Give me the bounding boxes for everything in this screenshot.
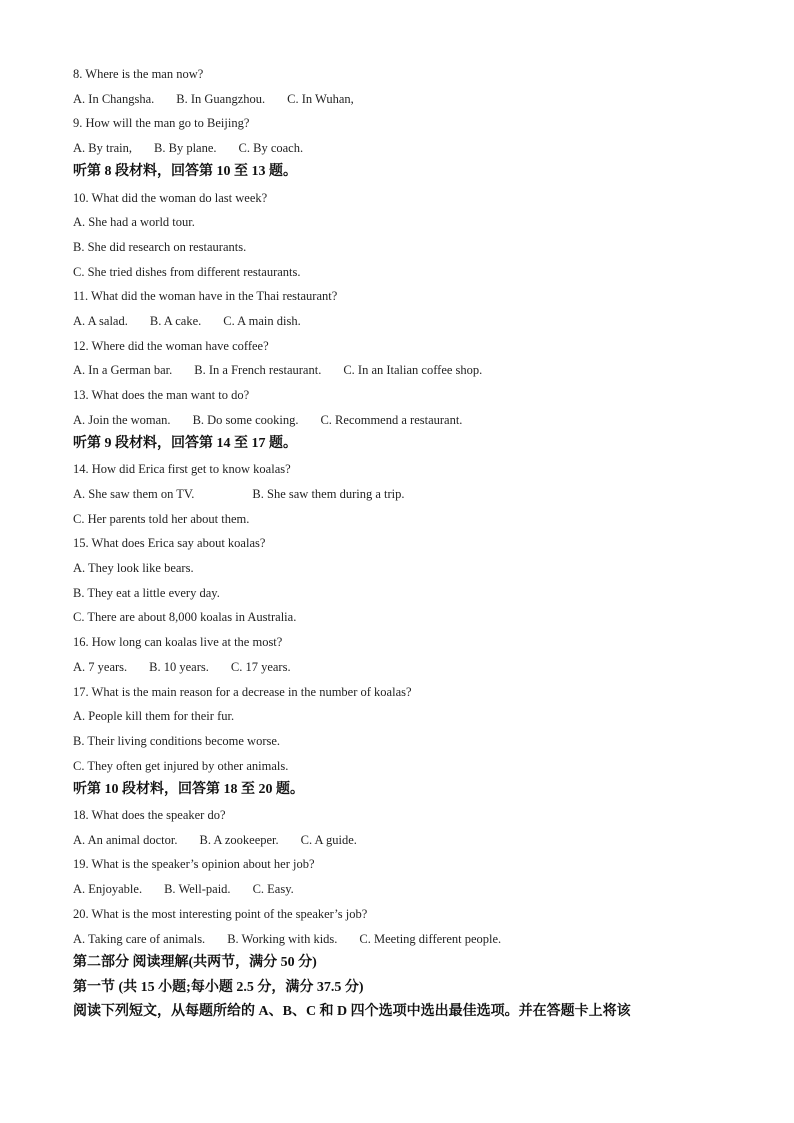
option-c: C. Recommend a restaurant. — [320, 413, 463, 427]
question-12-options — [73, 362, 504, 378]
question-10: 10. What did the woman do last week? — [73, 191, 268, 205]
option-a: A. Join the woman. — [73, 413, 171, 427]
part-2-section-1-heading: 第一节 (共 15 小题;每小题 2.5 分，满分 37.5 分) — [73, 980, 364, 995]
question-17-option-a: A. People kill them for their fur. — [73, 709, 235, 723]
option-b: B. By plane. — [154, 141, 217, 155]
option-a: A. In a German bar. — [73, 363, 173, 377]
section-8-heading: 听第 8 段材料，回答第 10 至 13 题。 — [73, 164, 297, 179]
question-17: 17. What is the main reason for a decrease in the number of koalas? — [73, 685, 412, 699]
option-a: A. She saw them on TV. — [73, 487, 195, 501]
option-c: C. 17 years. — [230, 660, 291, 674]
option-b: B. In a French restaurant. — [194, 363, 322, 377]
question-16-options — [73, 659, 313, 675]
option-a: A. 7 years. — [73, 660, 128, 674]
option-b: B. A zookeeper. — [199, 833, 279, 847]
question-8: 8. Where is the man now? — [73, 67, 204, 81]
section-9-heading: 听第 9 段材料，回答第 14 至 17 题。 — [73, 436, 297, 451]
section-10-heading: 听第 10 段材料，回答第 18 至 20 题。 — [73, 782, 304, 797]
question-14-option-c: C. Her parents told her about them. — [73, 512, 250, 526]
option-c: C. In an Italian coffee shop. — [343, 363, 483, 377]
option-c: C. Meeting different people. — [359, 932, 502, 946]
question-14-options-ab — [73, 486, 427, 502]
question-13: 13. What does the man want to do? — [73, 388, 250, 402]
option-a: A. Taking care of animals. — [73, 932, 206, 946]
question-8-options — [73, 91, 376, 107]
option-c: C. A main dish. — [223, 314, 301, 328]
option-a: A. An animal doctor. — [73, 833, 178, 847]
question-10-option-c: C. She tried dishes from different restaurants. — [73, 265, 301, 279]
option-b: B. Well-paid. — [164, 882, 231, 896]
option-a: A. Enjoyable. — [73, 882, 143, 896]
option-a: A. In Changsha. — [73, 92, 155, 106]
question-20: 20. What is the most interesting point of the speaker’s job? — [73, 907, 368, 921]
question-15-option-b: B. They eat a little every day. — [73, 586, 220, 600]
option-b: B. In Guangzhou. — [176, 92, 266, 106]
option-c: C. Easy. — [252, 882, 294, 896]
question-10-option-a: A. She had a world tour. — [73, 215, 195, 229]
option-b: B. Do some cooking. — [192, 413, 299, 427]
question-11: 11. What did the woman have in the Thai restaurant? — [73, 289, 338, 303]
question-9-options — [73, 140, 325, 156]
option-a: A. A salad. — [73, 314, 128, 328]
question-10-option-b: B. She did research on restaurants. — [73, 240, 247, 254]
option-b: B. 10 years. — [149, 660, 209, 674]
option-c: C. In Wuhan, — [287, 92, 354, 106]
option-b: B. Working with kids. — [227, 932, 338, 946]
question-15-option-a: A. They look like bears. — [73, 561, 194, 575]
question-20-options — [73, 931, 523, 947]
question-17-option-c: C. They often get injured by other animals. — [73, 759, 289, 773]
question-19: 19. What is the speaker’s opinion about her job? — [73, 857, 315, 871]
question-14: 14. How did Erica first get to know koalas? — [73, 462, 291, 476]
option-a: A. By train, — [73, 141, 133, 155]
reading-instruction: 阅读下列短文，从每题所给的 A、B、C 和 D 四个选项中选出最佳选项。并在答题卡上将该 — [73, 1004, 631, 1019]
option-c: C. A guide. — [300, 833, 357, 847]
question-13-options — [73, 412, 484, 428]
question-15: 15. What does Erica say about koalas? — [73, 536, 266, 550]
question-18: 18. What does the speaker do? — [73, 808, 226, 822]
question-9: 9. How will the man go to Beijing? — [73, 116, 250, 130]
option-c: C. By coach. — [238, 141, 304, 155]
option-b: B. A cake. — [149, 314, 202, 328]
question-19-options — [73, 881, 316, 897]
part-2-heading: 第二部分 阅读理解(共两节，满分 50 分) — [73, 955, 317, 970]
question-16: 16. How long can koalas live at the most? — [73, 635, 283, 649]
question-11-options — [73, 313, 323, 329]
question-12: 12. Where did the woman have coffee? — [73, 339, 269, 353]
option-b: B. She saw them during a trip. — [252, 487, 405, 501]
question-15-option-c: C. There are about 8,000 koalas in Australia. — [73, 610, 297, 624]
question-18-options — [73, 832, 379, 848]
question-17-option-b: B. Their living conditions become worse. — [73, 734, 281, 748]
